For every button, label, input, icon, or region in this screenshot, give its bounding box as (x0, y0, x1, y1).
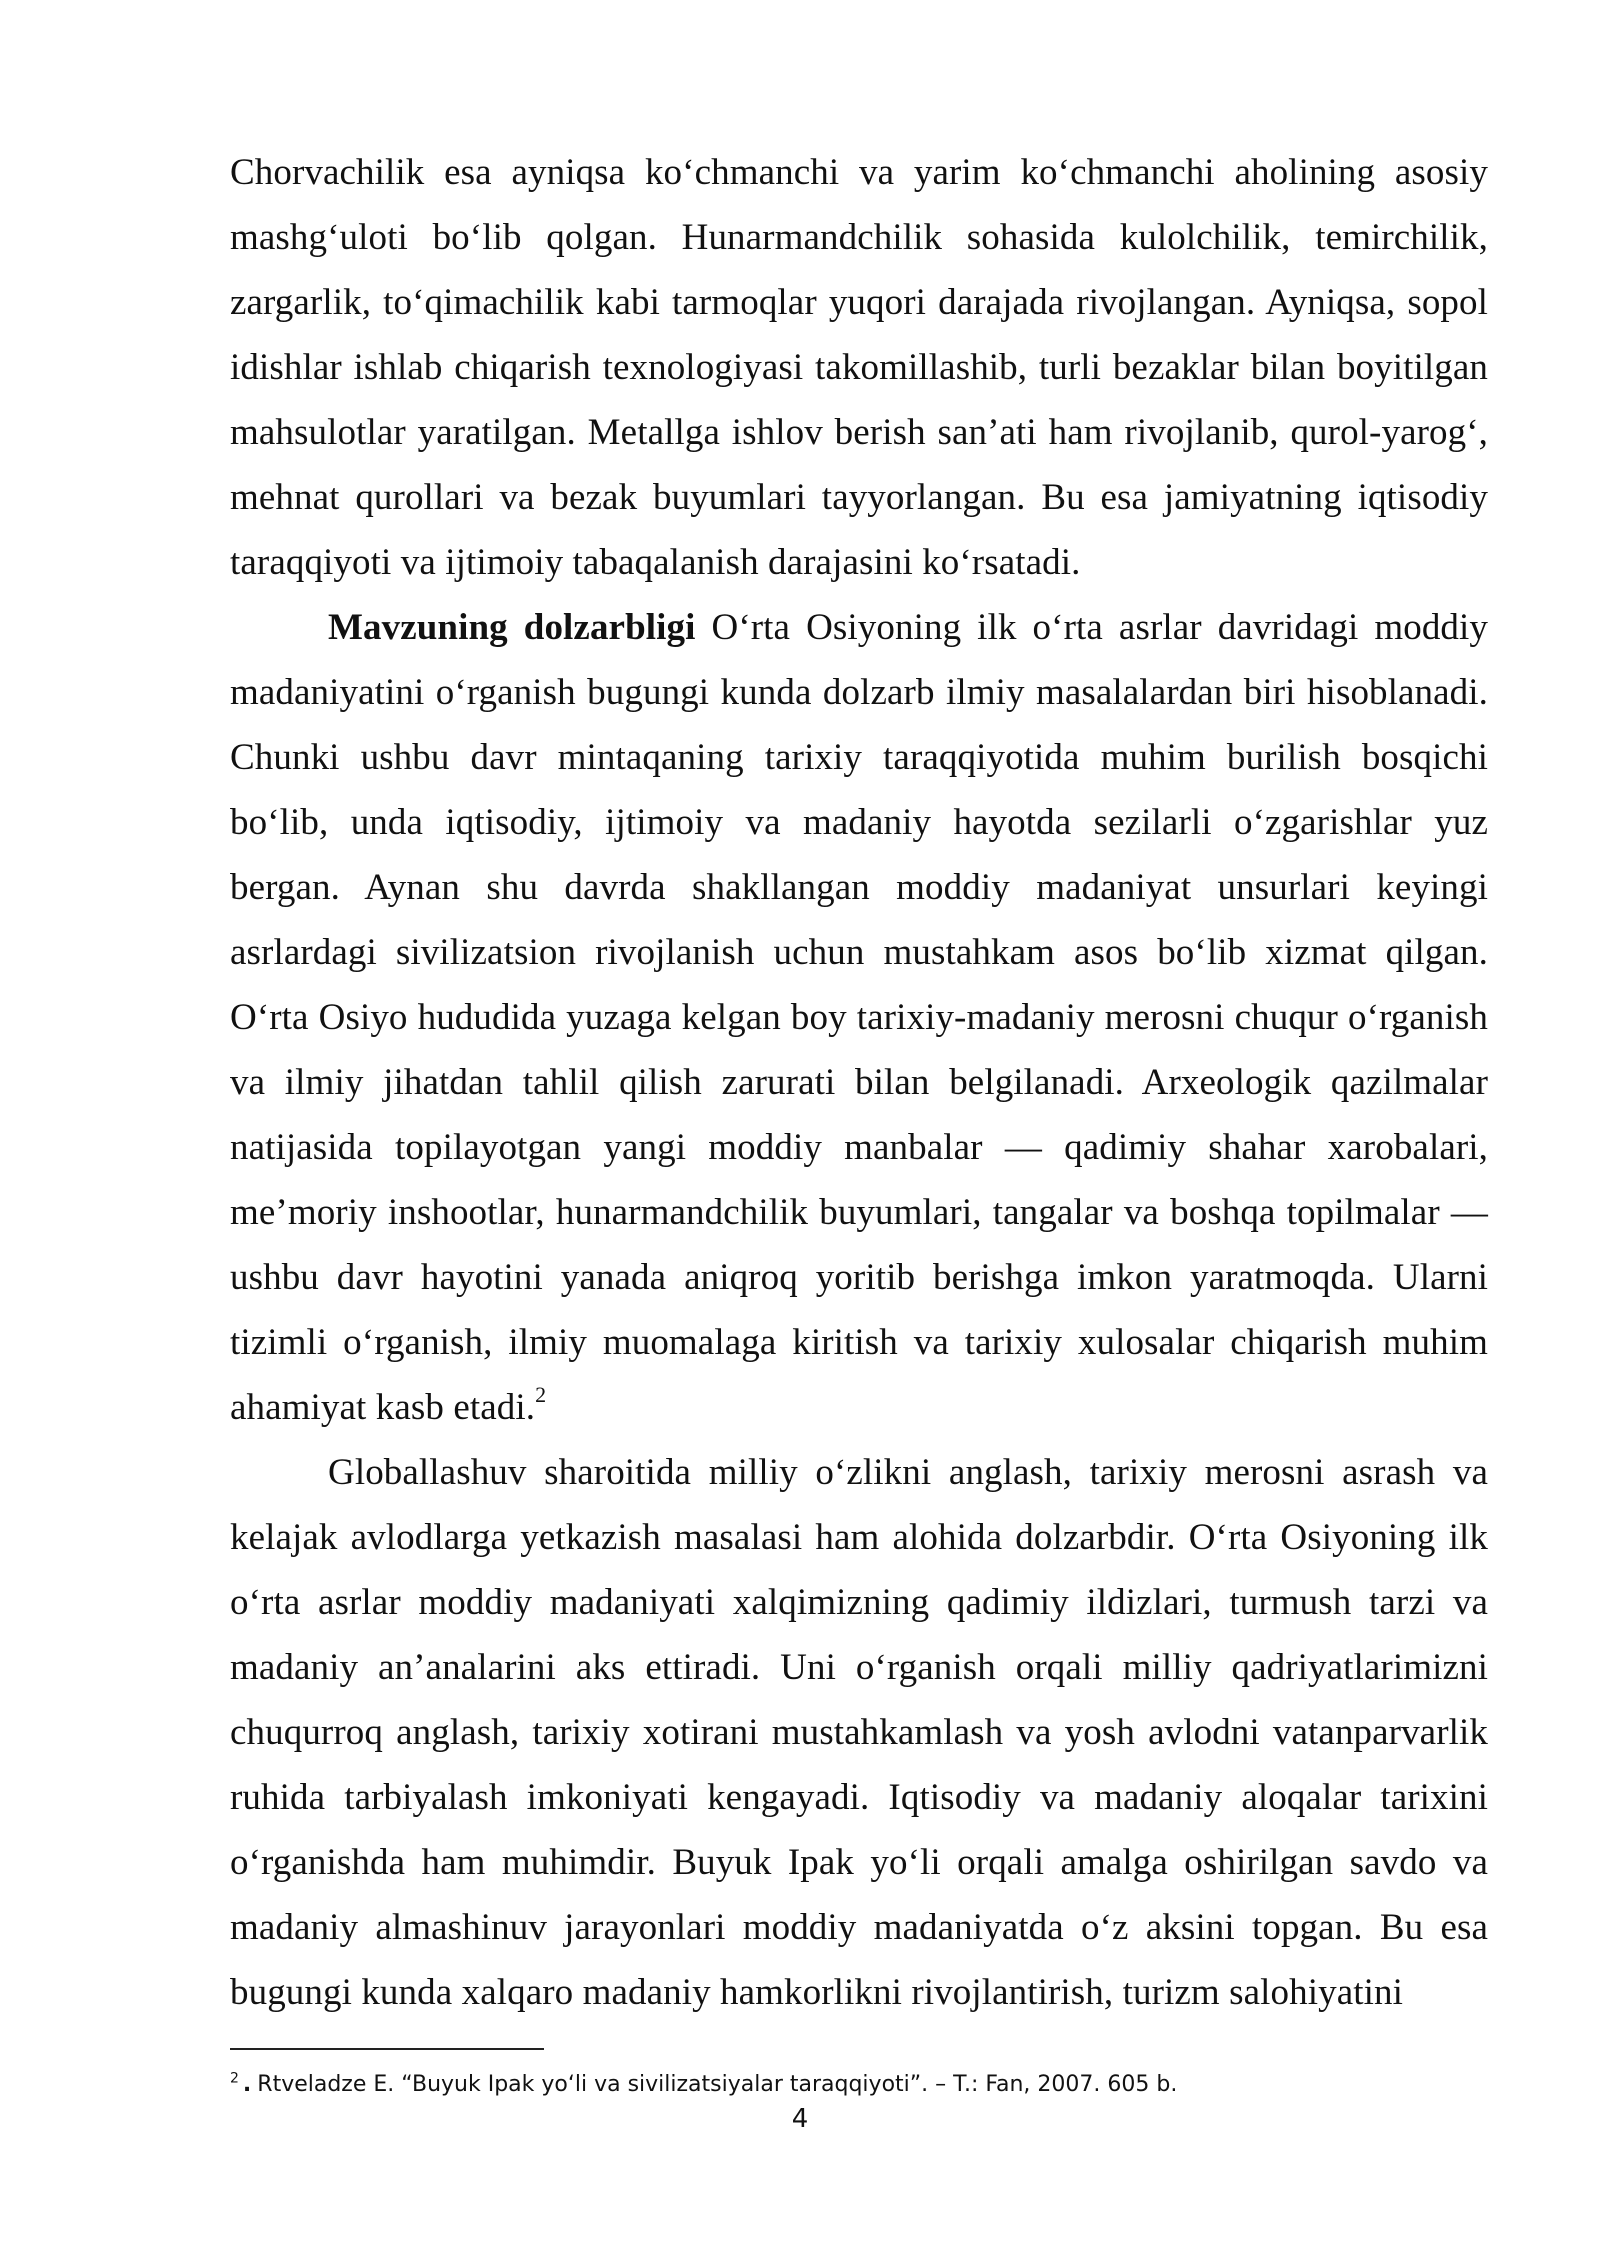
paragraph-3 (230, 1440, 1488, 2025)
page-number: 4 (791, 2104, 809, 2134)
footnote-marker: . (242, 2072, 252, 2097)
paragraph-3-text: Globallashuv sharoitida milliy o‘zlikni anglash, tarixiy merosni asrash va kelajak avlodlarga yetkazish masalasi ham alohida dolzarbdir. O‘rta Osiyoning ilk o‘rta asrlar moddiy madaniyati xalqimizning qadimiy ildizlari, turmush tarzi va madaniy an’analarini aks ettiradi. Uni o‘rganish orqali milliy qadriyatlarimizni chuqurroq anglash, tarixiy xotirani mustahkamlash va yosh avlodni vatanparvarlik ruhida tarbiyalash imkoniyati kengayadi. Iqtisodiy va madaniy aloqalar tarixini o‘rganishda ham muhimdir. Buyuk Ipak yo‘li orqali amalga oshirilgan savdo va madaniy almashinuv jarayonlari moddiy madaniyatda o‘z aksini topgan. Bu esa bugungi kunda xalqaro madaniy hamkorlikni rivojlantirish, turizm salohiyatini (230, 1452, 1488, 2013)
paragraph-2-text: O‘rta Osiyoning ilk o‘rta asrlar davridagi moddiy madaniyatini o‘rganish bugungi kunda dolzarb ilmiy masalalardan biri hisoblanadi. Chunki ushbu davr mintaqaning tarixiy taraqqiyotida muhim burilish bosqichi bo‘lib, unda iqtisodiy, ijtimoiy va madaniy hayotda sezilarli o‘zgarishlar yuz bergan. Aynan shu davrda shakllangan moddiy madaniyat unsurlari keyingi asrlardagi sivilizatsion rivojlanish uchun mustahkam asos bo‘lib xizmat qilgan. O‘rta Osiyo hududida yuzaga kelgan boy tarixiy-madaniy merosni chuqur o‘rganish va ilmiy jihatdan tahlil qilish zarurati bilan belgilanadi. Arxeologik qazilmalar natijasida topilayotgan yangi moddiy manbalar — qadimiy shahar xarobalari, me’moriy inshootlar, hunarmandchilik buyumlari, tangalar va boshqa topilmalar — ushbu davr hayotini yanada aniqroq yoritib berishga imkon yaratmoqda. Ularni tizimli o‘rganish, ilmiy muomalaga kiritish va tarixiy xulosalar chiqarish muhim ahamiyat kasb etadi. (230, 607, 1488, 1428)
paragraph-2 (230, 595, 1488, 1440)
footnote-text: Rtveladze E. “Buyuk Ipak yo‘li va sivilizatsiyalar taraqqiyoti”. – T.: Fan, 2007. 605 b. (257, 2072, 1178, 2097)
footnote-number: 2 (230, 2070, 239, 2087)
footnote-reference[interactable]: 2 (535, 1381, 547, 1407)
footnote-separator (230, 2048, 544, 2050)
paragraph-1-text: Chorvachilik esa ayniqsa ko‘chmanchi va yarim ko‘chmanchi aholining asosiy mashg‘uloti bo‘lib qolgan. Hunarmandchilik sohasida kulolchilik, temirchilik, zargarlik, to‘qimachilik kabi tarmoqlar yuqori darajada rivojlangan. Ayniqsa, sopol idishlar ishlab chiqarish texnologiyasi takomillashib, turli bezaklar bilan boyitilgan mahsulotlar yaratilgan. Metallga ishlov berish san’ati ham rivojlanib, qurol-yarog‘, mehnat qurollari va bezak buyumlari tayyorlangan. Bu esa jamiyatning iqtisodiy taraqqiyoti va ijtimoiy tabaqalanish darajasini ko‘rsatadi. (230, 152, 1488, 583)
paragraph-2-lead-heading: Mavzuning dolzarbligi (328, 607, 696, 648)
footnote (230, 2068, 1488, 2102)
document-body (230, 140, 1488, 2025)
paragraph-1 (230, 140, 1488, 595)
